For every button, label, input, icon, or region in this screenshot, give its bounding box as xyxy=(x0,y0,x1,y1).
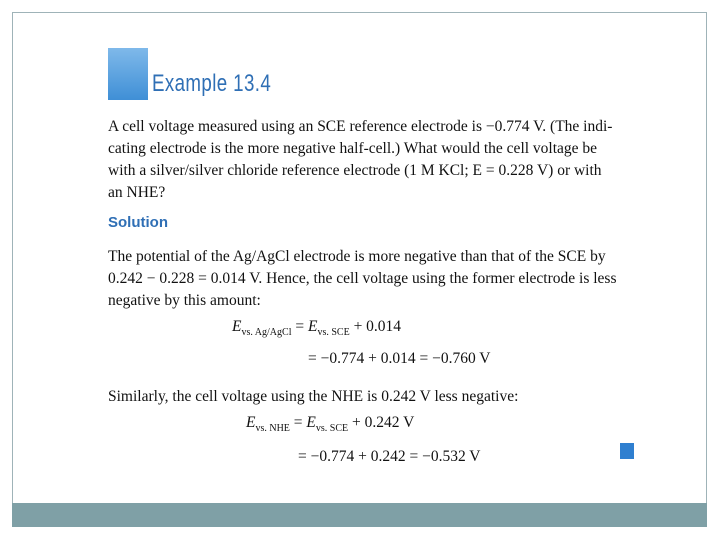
equation-2-line-2: = −0.774 + 0.242 = −0.532 V xyxy=(298,448,481,465)
eq1-lhs-var: E xyxy=(232,318,242,335)
solution-heading: Solution xyxy=(108,214,168,231)
solution-line-1: The potential of the Ag/AgCl electrode is more negative than that of the SCE by xyxy=(108,248,606,265)
eq2-lhs-sub: vs. NHE xyxy=(255,423,290,435)
problem-line-1: A cell voltage measured using an SCE reference electrode is −0.774 V. (The indi- xyxy=(108,118,613,135)
eq1-equals: = xyxy=(295,318,305,335)
eq2-lhs-var: E xyxy=(246,414,256,431)
eq2-tail: + 0.242 V xyxy=(352,414,415,431)
eq1-tail: + 0.014 xyxy=(353,318,402,335)
end-of-example-marker xyxy=(620,443,634,459)
problem-line-3: with a silver/silver chloride reference electrode (1 M KCl; E = 0.228 V) or with xyxy=(108,162,602,179)
eq2-rhs-var: E xyxy=(306,414,316,431)
footer-bar xyxy=(12,503,707,527)
solution-line-3: negative by this amount: xyxy=(108,292,261,309)
problem-line-4: an NHE? xyxy=(108,184,166,201)
example-color-block xyxy=(108,48,148,100)
eq2-rhs-sub: vs. SCE xyxy=(315,423,349,435)
equation-2-line-1 xyxy=(246,414,414,434)
eq2-equals: = xyxy=(293,414,303,431)
equation-1-line-1 xyxy=(232,318,401,338)
problem-line-2: cating electrode is the more negative half-cell.) What would the cell voltage be xyxy=(108,140,598,157)
solution-line-2: 0.242 − 0.228 = 0.014 V. Hence, the cell voltage using the former electrode is less xyxy=(108,270,617,287)
example-title: Example 13.4 xyxy=(152,70,272,97)
eq1-rhs-var: E xyxy=(307,318,318,335)
eq1-lhs-sub: vs. Ag/AgCl xyxy=(241,327,292,339)
eq1-rhs-sub: vs. SCE xyxy=(317,327,350,339)
similarly-line: Similarly, the cell voltage using the NHE is 0.242 V less negative: xyxy=(108,388,519,405)
equation-1-line-2: = −0.774 + 0.014 = −0.760 V xyxy=(308,350,491,367)
